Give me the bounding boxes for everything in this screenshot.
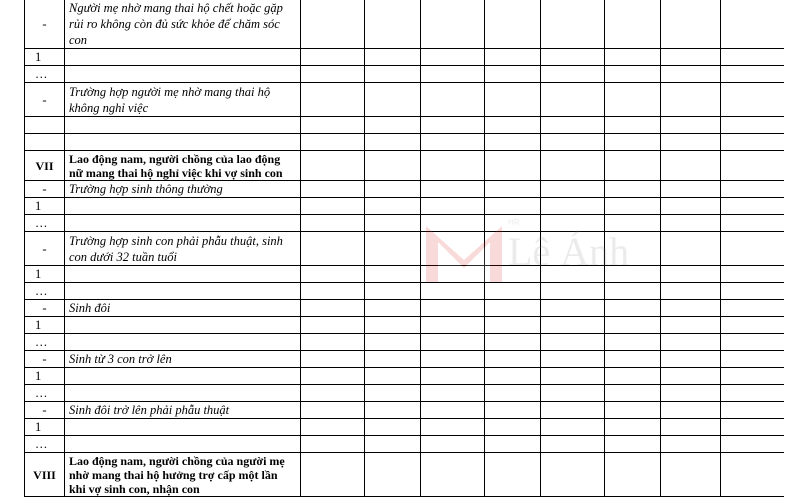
row-number-cell: … xyxy=(25,436,65,453)
data-cell xyxy=(605,0,661,49)
table-body xyxy=(25,0,785,497)
data-cell xyxy=(721,436,785,453)
data-cell xyxy=(365,317,421,334)
data-cell xyxy=(421,266,485,283)
data-cell xyxy=(605,151,661,181)
row-number-cell: … xyxy=(25,385,65,402)
data-cell xyxy=(301,117,365,134)
data-cell xyxy=(421,83,485,117)
data-cell xyxy=(301,232,365,266)
data-cell xyxy=(365,0,421,49)
data-cell xyxy=(605,266,661,283)
data-cell xyxy=(721,0,785,49)
data-cell xyxy=(661,368,721,385)
data-cell xyxy=(421,215,485,232)
data-cell xyxy=(421,283,485,300)
data-cell xyxy=(485,368,541,385)
data-cell xyxy=(365,198,421,215)
data-cell xyxy=(541,66,605,83)
description-cell xyxy=(65,117,301,134)
table-row xyxy=(25,66,785,83)
data-cell xyxy=(485,117,541,134)
description-cell xyxy=(65,198,301,215)
row-number-cell: VII xyxy=(25,151,65,181)
data-cell xyxy=(721,419,785,436)
data-cell xyxy=(661,283,721,300)
benefit-table xyxy=(24,0,784,497)
data-cell xyxy=(421,117,485,134)
data-cell xyxy=(605,300,661,317)
data-cell xyxy=(605,66,661,83)
data-cell xyxy=(365,283,421,300)
data-cell xyxy=(661,300,721,317)
data-cell xyxy=(721,134,785,151)
data-cell xyxy=(541,134,605,151)
data-cell xyxy=(661,134,721,151)
data-cell xyxy=(365,419,421,436)
table-row xyxy=(25,385,785,402)
data-cell xyxy=(365,83,421,117)
data-cell xyxy=(485,300,541,317)
row-number-cell xyxy=(25,134,65,151)
data-cell xyxy=(365,334,421,351)
data-cell xyxy=(661,49,721,66)
table-row xyxy=(25,351,785,368)
data-cell xyxy=(721,215,785,232)
table-row xyxy=(25,283,785,300)
table-row xyxy=(25,0,785,49)
description-cell xyxy=(65,266,301,283)
data-cell xyxy=(485,215,541,232)
data-cell xyxy=(721,300,785,317)
table-row xyxy=(25,83,785,117)
description-cell xyxy=(65,283,301,300)
data-cell xyxy=(421,402,485,419)
data-cell xyxy=(301,436,365,453)
row-number-cell: … xyxy=(25,283,65,300)
description-cell: Sinh đôi xyxy=(65,300,301,317)
description-cell xyxy=(65,368,301,385)
data-cell xyxy=(365,232,421,266)
data-cell xyxy=(301,368,365,385)
data-cell xyxy=(485,317,541,334)
data-cell xyxy=(605,402,661,419)
data-cell xyxy=(541,83,605,117)
data-cell xyxy=(301,402,365,419)
data-cell xyxy=(365,181,421,198)
data-cell xyxy=(541,198,605,215)
data-cell xyxy=(421,151,485,181)
data-cell xyxy=(721,117,785,134)
row-number-cell: - xyxy=(25,0,65,49)
data-cell xyxy=(721,385,785,402)
data-cell xyxy=(605,334,661,351)
data-cell xyxy=(365,215,421,232)
data-cell xyxy=(661,266,721,283)
data-cell xyxy=(541,266,605,283)
description-cell: Trường hợp sinh thông thường xyxy=(65,181,301,198)
data-cell xyxy=(485,151,541,181)
data-cell xyxy=(301,66,365,83)
data-cell xyxy=(365,117,421,134)
data-cell xyxy=(605,436,661,453)
data-cell xyxy=(301,385,365,402)
data-cell xyxy=(721,66,785,83)
data-cell xyxy=(541,368,605,385)
description-cell: Sinh đôi trở lên phải phẫu thuật xyxy=(65,402,301,419)
table-row xyxy=(25,368,785,385)
data-cell xyxy=(421,385,485,402)
data-cell xyxy=(541,151,605,181)
data-cell xyxy=(661,151,721,181)
data-cell xyxy=(421,334,485,351)
data-cell xyxy=(721,151,785,181)
data-cell xyxy=(661,436,721,453)
data-cell xyxy=(421,198,485,215)
data-cell xyxy=(485,66,541,83)
data-cell xyxy=(605,385,661,402)
data-cell xyxy=(721,49,785,66)
data-cell xyxy=(605,351,661,368)
data-cell xyxy=(421,317,485,334)
data-cell xyxy=(421,436,485,453)
data-cell xyxy=(485,266,541,283)
data-cell xyxy=(301,351,365,368)
data-cell xyxy=(541,0,605,49)
table-row xyxy=(25,300,785,317)
data-cell xyxy=(605,181,661,198)
data-cell xyxy=(421,368,485,385)
data-cell xyxy=(421,181,485,198)
table-row xyxy=(25,419,785,436)
data-cell xyxy=(541,232,605,266)
data-cell xyxy=(421,49,485,66)
row-number-cell: … xyxy=(25,215,65,232)
data-cell xyxy=(541,419,605,436)
description-cell xyxy=(65,385,301,402)
data-cell xyxy=(541,117,605,134)
row-number-cell: - xyxy=(25,300,65,317)
data-cell xyxy=(605,453,661,497)
watermark-small-text: HR xyxy=(508,218,520,227)
data-cell xyxy=(721,83,785,117)
data-cell xyxy=(541,351,605,368)
data-cell xyxy=(541,436,605,453)
data-cell xyxy=(661,419,721,436)
data-cell xyxy=(301,266,365,283)
description-cell xyxy=(65,134,301,151)
data-cell xyxy=(365,385,421,402)
data-cell xyxy=(721,266,785,283)
row-number-cell: 1 xyxy=(25,317,65,334)
data-cell xyxy=(365,49,421,66)
row-number-cell: 1 xyxy=(25,49,65,66)
data-cell xyxy=(301,283,365,300)
description-cell: Trường hợp người mẹ nhờ mang thai hộ không nghỉ việc xyxy=(65,83,301,117)
data-cell xyxy=(661,117,721,134)
row-number-cell xyxy=(25,117,65,134)
row-number-cell: 1 xyxy=(25,419,65,436)
data-cell xyxy=(605,49,661,66)
table-row xyxy=(25,334,785,351)
data-cell xyxy=(365,151,421,181)
data-cell xyxy=(301,198,365,215)
table-row xyxy=(25,151,785,181)
data-cell xyxy=(485,419,541,436)
data-cell xyxy=(365,436,421,453)
data-cell xyxy=(301,317,365,334)
watermark-brand-text: Lê Ánh xyxy=(508,229,630,274)
data-cell xyxy=(605,317,661,334)
row-number-cell: … xyxy=(25,66,65,83)
data-cell xyxy=(421,134,485,151)
data-cell xyxy=(661,334,721,351)
data-cell xyxy=(301,134,365,151)
data-cell xyxy=(365,266,421,283)
data-cell xyxy=(421,0,485,49)
row-number-cell: - xyxy=(25,351,65,368)
data-cell xyxy=(365,368,421,385)
data-cell xyxy=(541,49,605,66)
data-cell xyxy=(661,198,721,215)
data-cell xyxy=(721,351,785,368)
data-cell xyxy=(605,232,661,266)
data-cell xyxy=(365,300,421,317)
description-cell: Sinh từ 3 con trở lên xyxy=(65,351,301,368)
data-cell xyxy=(721,368,785,385)
data-cell xyxy=(365,402,421,419)
data-cell xyxy=(721,334,785,351)
data-cell xyxy=(721,402,785,419)
data-cell xyxy=(421,300,485,317)
description-cell xyxy=(65,66,301,83)
table-row xyxy=(25,453,785,497)
data-cell xyxy=(541,215,605,232)
data-cell xyxy=(485,334,541,351)
data-cell xyxy=(541,453,605,497)
data-cell xyxy=(301,453,365,497)
data-cell xyxy=(365,134,421,151)
description-cell xyxy=(65,419,301,436)
data-cell xyxy=(365,66,421,83)
row-number-cell: 1 xyxy=(25,368,65,385)
data-cell xyxy=(485,83,541,117)
row-number-cell: VIII xyxy=(25,453,65,497)
row-number-cell: - xyxy=(25,83,65,117)
data-cell xyxy=(541,402,605,419)
data-cell xyxy=(301,181,365,198)
description-cell: Lao động nam, người chồng của lao động nữ mang thai hộ nghỉ việc khi vợ sinh con xyxy=(65,151,301,181)
table-row xyxy=(25,181,785,198)
data-cell xyxy=(541,300,605,317)
data-cell xyxy=(485,283,541,300)
data-cell xyxy=(721,232,785,266)
data-cell xyxy=(661,66,721,83)
data-cell xyxy=(301,334,365,351)
row-number-cell: 1 xyxy=(25,198,65,215)
data-cell xyxy=(661,453,721,497)
description-cell: Người mẹ nhờ mang thai hộ chết hoặc gặp rủi ro không còn đủ sức khỏe để chăm sóc con xyxy=(65,0,301,49)
data-cell xyxy=(421,419,485,436)
data-cell xyxy=(661,351,721,368)
data-cell xyxy=(541,385,605,402)
data-cell xyxy=(485,351,541,368)
table-row xyxy=(25,232,785,266)
row-number-cell: 1 xyxy=(25,266,65,283)
data-cell xyxy=(485,134,541,151)
data-cell xyxy=(365,351,421,368)
row-number-cell: - xyxy=(25,402,65,419)
description-cell xyxy=(65,317,301,334)
data-cell xyxy=(541,283,605,300)
data-cell xyxy=(661,402,721,419)
data-cell xyxy=(605,134,661,151)
data-cell xyxy=(541,317,605,334)
table-row xyxy=(25,198,785,215)
data-cell xyxy=(605,215,661,232)
table-row xyxy=(25,134,785,151)
data-cell xyxy=(661,181,721,198)
data-cell xyxy=(485,232,541,266)
data-cell xyxy=(485,0,541,49)
data-cell xyxy=(661,317,721,334)
data-cell xyxy=(365,453,421,497)
data-cell xyxy=(421,66,485,83)
data-cell xyxy=(485,198,541,215)
data-cell xyxy=(485,402,541,419)
data-cell xyxy=(301,419,365,436)
data-cell xyxy=(485,181,541,198)
table-row xyxy=(25,49,785,66)
data-cell xyxy=(721,317,785,334)
data-cell xyxy=(605,117,661,134)
data-cell xyxy=(721,283,785,300)
row-number-cell: … xyxy=(25,334,65,351)
data-cell xyxy=(721,181,785,198)
data-cell xyxy=(301,215,365,232)
data-cell xyxy=(541,334,605,351)
description-cell: Lao động nam, người chồng của người mẹ nhờ mang thai hộ hưởng trợ cấp một lần khi vợ sinh con, nhận con xyxy=(65,453,301,497)
data-cell xyxy=(605,368,661,385)
data-cell xyxy=(541,181,605,198)
data-cell xyxy=(421,351,485,368)
data-cell xyxy=(421,453,485,497)
row-number-cell: - xyxy=(25,181,65,198)
benefit-table-page xyxy=(24,0,784,503)
table-row xyxy=(25,266,785,283)
data-cell xyxy=(301,83,365,117)
table-row xyxy=(25,117,785,134)
data-cell xyxy=(485,385,541,402)
data-cell xyxy=(605,198,661,215)
data-cell xyxy=(721,198,785,215)
row-number-cell: - xyxy=(25,232,65,266)
description-cell xyxy=(65,334,301,351)
data-cell xyxy=(421,232,485,266)
data-cell xyxy=(485,453,541,497)
table-row xyxy=(25,317,785,334)
data-cell xyxy=(661,385,721,402)
data-cell xyxy=(485,49,541,66)
data-cell xyxy=(301,300,365,317)
description-cell: Trường hợp sinh con phải phẫu thuật, sinh con dưới 32 tuần tuổi xyxy=(65,232,301,266)
data-cell xyxy=(301,49,365,66)
data-cell xyxy=(301,0,365,49)
table-row xyxy=(25,215,785,232)
data-cell xyxy=(661,83,721,117)
data-cell xyxy=(661,0,721,49)
description-cell xyxy=(65,49,301,66)
data-cell xyxy=(661,215,721,232)
table-row xyxy=(25,436,785,453)
description-cell xyxy=(65,436,301,453)
data-cell xyxy=(721,453,785,497)
table-row xyxy=(25,402,785,419)
description-cell xyxy=(65,215,301,232)
data-cell xyxy=(301,151,365,181)
data-cell xyxy=(605,419,661,436)
data-cell xyxy=(485,436,541,453)
data-cell xyxy=(605,283,661,300)
data-cell xyxy=(605,83,661,117)
data-cell xyxy=(661,232,721,266)
